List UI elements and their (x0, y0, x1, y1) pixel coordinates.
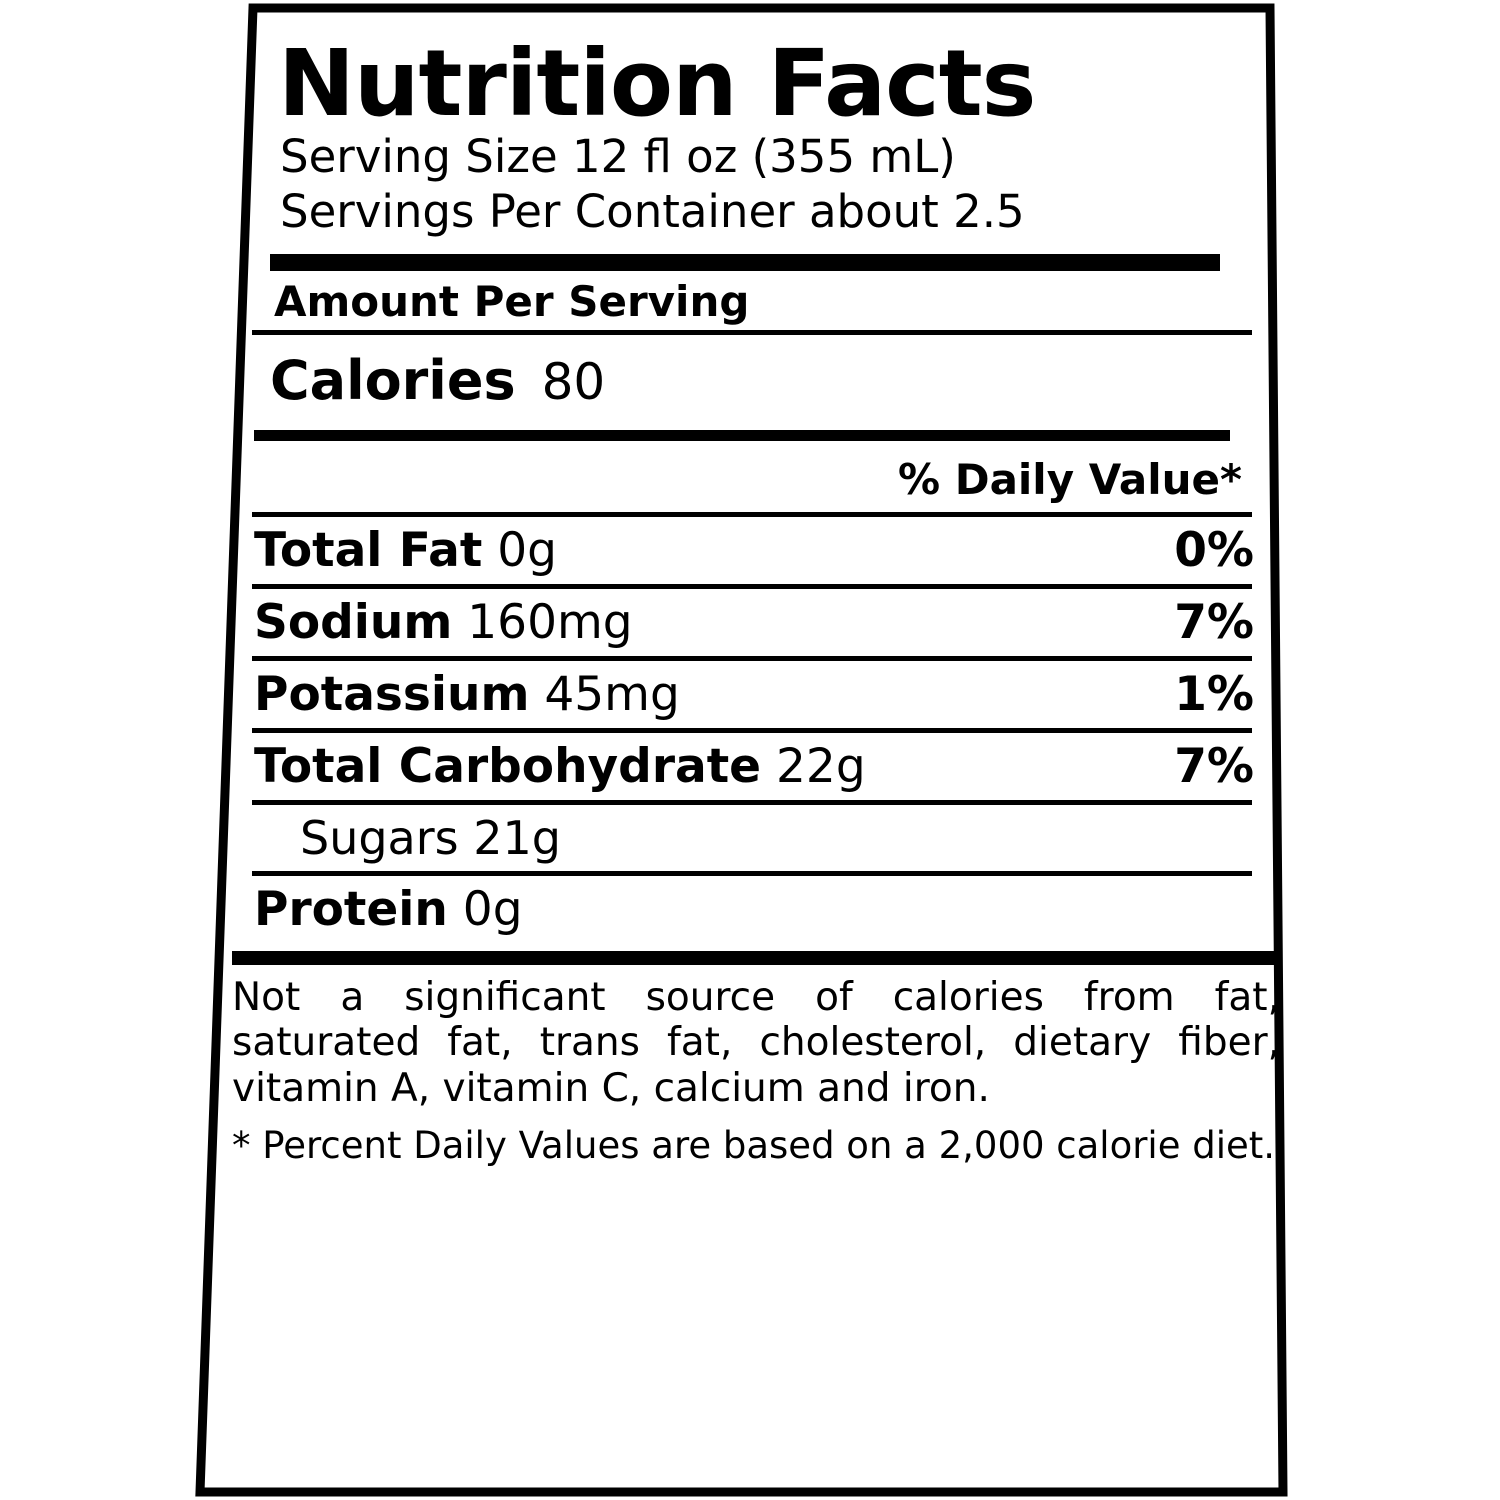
page-title: Nutrition Facts (278, 30, 1036, 137)
nutrient-name: Total Carbohydrate (254, 738, 762, 794)
nutrient-amount: 21g (473, 810, 561, 865)
serving-size-text: Serving Size 12 fl oz (355 mL) (280, 130, 956, 183)
nutrient-daily-value: 7% (1174, 738, 1254, 794)
nutrient-name: Potassium (254, 666, 530, 722)
daily-value-footnote: * Percent Daily Values are based on a 2,000 calorie diet. (232, 1123, 1276, 1167)
servings-per-container-text: Servings Per Container about 2.5 (280, 184, 1025, 238)
nutrient-name: Sugars (300, 810, 459, 865)
nutrient-amount: 160mg (467, 594, 633, 650)
nutrient-amount: 0g (462, 881, 523, 937)
nutrient-name-amount (254, 523, 557, 578)
calories-row (270, 335, 1272, 424)
nutrient-amount: 0g (497, 522, 558, 578)
nutrient-amount: 45mg (544, 666, 680, 722)
divider-thick-bottom (232, 951, 1282, 965)
table-row (254, 876, 1274, 943)
table-row (254, 589, 1274, 656)
nutrient-name-amount (254, 811, 561, 865)
divider-medium-1 (254, 430, 1230, 441)
nutrient-name: Protein (254, 881, 448, 937)
nutrient-daily-value: 7% (1174, 594, 1254, 650)
nutrient-name: Total Fat (254, 522, 483, 578)
table-row (254, 733, 1274, 800)
nutrient-name-amount (254, 882, 523, 937)
nutrient-name-amount (254, 595, 633, 650)
nutrient-daily-value: 1% (1174, 666, 1254, 722)
nutrient-name: Sodium (254, 594, 453, 650)
calories-label: Calories (270, 348, 516, 412)
calories-value: 80 (541, 352, 606, 411)
daily-value-header: % Daily Value* (898, 454, 1242, 504)
nutrient-amount: 22g (776, 738, 866, 794)
table-row (254, 661, 1274, 728)
nutrient-name-amount (254, 667, 680, 722)
table-row (254, 517, 1274, 584)
not-significant-note: Not a significant source of calories from fat, saturated fat, trans fat, cholesterol, dietary fiber, vitamin A, vitamin C, calcium and iron. (232, 974, 1280, 1112)
nutrient-name-amount (254, 739, 866, 794)
amount-per-serving-label: Amount Per Serving (274, 276, 750, 326)
label-content (232, 20, 1280, 1480)
nutrient-daily-value: 0% (1174, 522, 1254, 578)
table-row-sub (254, 805, 1274, 871)
divider-thick-top (270, 254, 1220, 271)
